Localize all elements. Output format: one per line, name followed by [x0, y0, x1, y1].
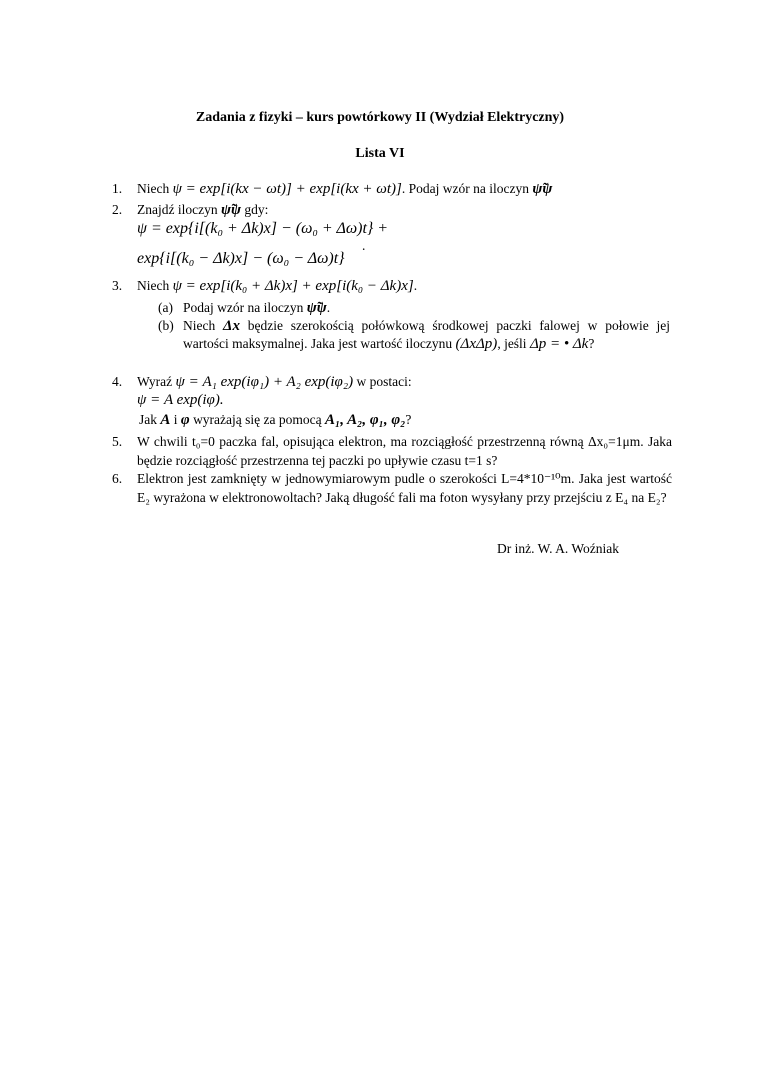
- delta-x-symbol: Δx: [223, 318, 240, 334]
- subitem-label: (a): [158, 300, 173, 315]
- formula-line: ψ = A exp(iφ).: [137, 392, 224, 408]
- problem-6: [112, 469, 672, 507]
- problem-text: Niech: [183, 318, 224, 333]
- product-symbol: ψ̃ψ: [220, 202, 242, 218]
- problem-text: i: [170, 412, 181, 427]
- problem-text: , jeśli: [497, 336, 530, 351]
- amplitude-symbol: A: [160, 412, 171, 428]
- product-symbol: ψ̃ψ: [306, 300, 327, 316]
- problem-number: 3.: [112, 278, 123, 293]
- problem-text: Podaj wzór na iloczyn: [183, 300, 307, 315]
- problem-4-question: [139, 412, 411, 429]
- problem-3: [112, 276, 672, 296]
- problem-text: . Podaj wzór na iloczyn: [401, 181, 533, 196]
- problem-text: gdy:: [241, 202, 269, 217]
- problem-text: W chwili t₀=0 paczka fal, opisująca elektron, ma rozciągłość przestrzenną równą Δx₀=1μm. Jaka będzie rozciągłość przestrzenna tej paczki po upływie czasu t=1 s?: [137, 434, 672, 468]
- problem-text: Znajdź iloczyn: [137, 202, 221, 217]
- problem-number: 6.: [112, 471, 123, 486]
- problem-number: 4.: [112, 374, 123, 389]
- problem-text: wyrażają się za pomocą: [189, 412, 325, 427]
- problem-text: Wyraź: [137, 374, 176, 389]
- problem-text: Jak: [139, 412, 161, 427]
- problem-number: 2.: [112, 202, 123, 217]
- problem-text: .: [413, 278, 418, 293]
- problem-text: w postaci:: [353, 374, 412, 389]
- formula-line-2: exp{i[(k₀ − Δk)x] − (ω₀ − Δω)t}: [137, 250, 345, 267]
- problem-3b: [158, 317, 670, 353]
- relation-formula: Δp = • Δk: [529, 336, 589, 352]
- problem-text: Niech: [137, 278, 173, 293]
- product-formula: (ΔxΔp): [455, 336, 498, 352]
- formula: ψ = exp[i(kx − ωt)] + exp[i(kx + ωt)]: [172, 181, 402, 197]
- list-title: Lista VI: [355, 146, 405, 161]
- symbols-list: A₁, A₂, φ₁, φ₂: [325, 412, 406, 428]
- page-title: Zadania z fizyki – kurs powtórkowy II (Wydział Elektryczny): [195, 110, 565, 125]
- formula-line-1: ψ = exp{i[(k₀ + Δk)x] − (ω₀ + Δω)t} +: [137, 220, 389, 237]
- problem-2: [112, 200, 672, 220]
- problem-1: [112, 179, 672, 199]
- problem-number: 5.: [112, 434, 123, 449]
- problem-text: Niech: [137, 181, 173, 196]
- product-symbol: ψ̃ψ: [532, 181, 553, 197]
- subitem-label: (b): [158, 318, 174, 333]
- problem-text: Elektron jest zamknięty w jednowymiarowym pudle o szerokości L=4*10⁻¹⁰m. Jaka jest wartość E₂ wyrażona w elektronowoltach? Jaką długość fali ma foton wysyłany przy przejściu z E₄ na E₂?: [137, 471, 672, 505]
- problem-number: 1.: [112, 181, 123, 196]
- problem-4: [112, 372, 672, 392]
- formula: ψ = A₁ exp(iφ₁) + A₂ exp(iφ₂): [175, 374, 354, 390]
- problem-5: [112, 432, 672, 470]
- problem-text: .: [326, 300, 331, 315]
- signature: Dr inż. W. A. Woźniak: [497, 541, 620, 556]
- formula: ψ = exp[i(k₀ + Δk)x] + exp[i(k₀ − Δk)x]: [172, 278, 414, 294]
- problem-text: ?: [588, 336, 595, 351]
- problem-3a: [158, 299, 670, 317]
- problem-text: ?: [405, 412, 412, 427]
- formula-dot: .: [362, 238, 366, 253]
- problem-text: będzie szerokością połówkową środkowej paczki falowej w połowie jej wartości maksymalnej. Jaka jest wartość iloczynu: [183, 318, 671, 351]
- phase-symbol: φ: [180, 412, 190, 428]
